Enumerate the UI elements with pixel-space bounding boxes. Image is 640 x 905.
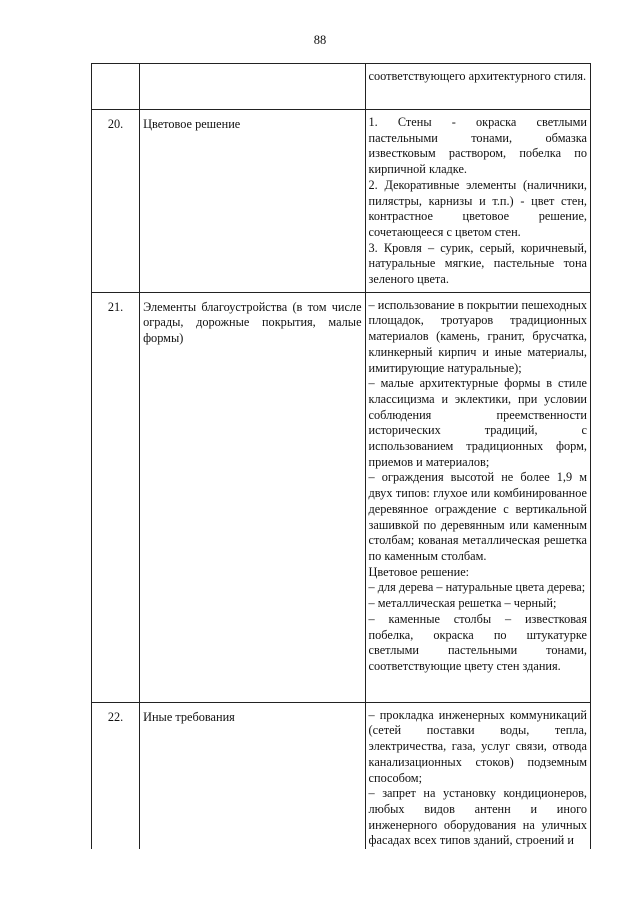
row-requirement-cell — [365, 110, 590, 293]
requirement-paragraph: – прокладка инженерных коммуникаций (сетей поставки воды, тепла, электричества, газа, услуг связи, отвода канализационных стоков) подземным способом; — [368, 707, 587, 785]
table-row — [92, 110, 591, 293]
row-number-cell — [92, 292, 140, 702]
requirement-paragraph: – малые архитектурные формы в стиле классицизма и эклектики, при условии соблюдения преемственности исторических традиций, с использованием традиционных форм, приемов и материалов; — [368, 376, 587, 469]
row-number-cell — [92, 702, 140, 849]
row-requirement-cell — [365, 64, 590, 110]
row-name-cell — [140, 64, 365, 110]
requirement-paragraph: 2. Декоративные элементы (наличники, пилястры, карнизы и т.п.) - цвет стен, контрастное цветовое решение, сочетающееся с цветом стен. — [368, 177, 587, 239]
row-number — [92, 64, 139, 75]
requirement-paragraph: – ограждения высотой не более 1,9 м двух типов: глухое или комбинированное деревянное ограждение с вертикальной зашивкой по деревянным или каменным столбам; кованая металлическая решетка по каменным столбам. — [368, 470, 587, 563]
row-name: Иные требования — [143, 709, 235, 724]
row-name — [140, 64, 364, 75]
table-row — [92, 292, 591, 702]
row-name: Цветовое решение — [143, 117, 241, 131]
requirement-paragraph: 3. Кровля – сурик, серый, коричневый, натуральные мягкие, пастельные тона зеленого цвета. — [368, 240, 587, 287]
row-requirement-cell — [365, 702, 590, 849]
row-number: 21. — [107, 299, 124, 314]
row-name-cell — [140, 110, 365, 293]
row-requirement — [366, 703, 590, 849]
row-requirement — [366, 64, 590, 89]
row-requirement — [366, 110, 590, 292]
requirement-paragraph: – использование в покрытии пешеходных площадок, тротуаров традиционных материалов (камень, гранит, брусчатка, клинкерный кирпич и иные материалы, имитирующие натуральные); — [368, 297, 587, 375]
requirement-paragraph: – запрет на установку кондиционеров, любых видов антенн и иного инженерного оборудования на уличных фасадах всех типов зданий, строений и — [368, 786, 587, 848]
row-number: 20. — [107, 117, 124, 131]
row-requirement-cell — [365, 292, 590, 702]
row-name-cell — [140, 702, 365, 849]
row-requirement — [366, 293, 590, 679]
requirements-table — [91, 63, 591, 849]
table-row — [92, 702, 591, 849]
page-number: 88 — [313, 33, 327, 47]
requirement-paragraph: соответствующего архитектурного стиля. — [368, 69, 587, 83]
requirement-paragraph: – каменные столбы – известковая побелка, окраска по штукатурке светлыми пастельными тонами, соответствующие цвету стен здания. — [368, 611, 587, 673]
requirement-paragraph: 1. Стены - окраска светлыми пастельными тонами, обмазка известковым раствором, побелка по кирпичной кладке. — [368, 115, 587, 177]
row-number: 22. — [107, 709, 124, 724]
requirement-paragraph: – металлическая решетка – черный; — [368, 596, 557, 611]
row-name-cell — [140, 292, 365, 702]
table-row — [92, 64, 591, 110]
requirement-paragraph: Цветовое решение: — [368, 564, 470, 579]
row-name: Элементы благоустройства (в том числе ограды, дорожные покрытия, малые формы) — [143, 299, 362, 346]
row-number-cell — [92, 110, 140, 293]
row-number-cell — [92, 64, 140, 110]
requirement-paragraph: – для дерева – натуральные цвета дерева; — [368, 580, 586, 595]
